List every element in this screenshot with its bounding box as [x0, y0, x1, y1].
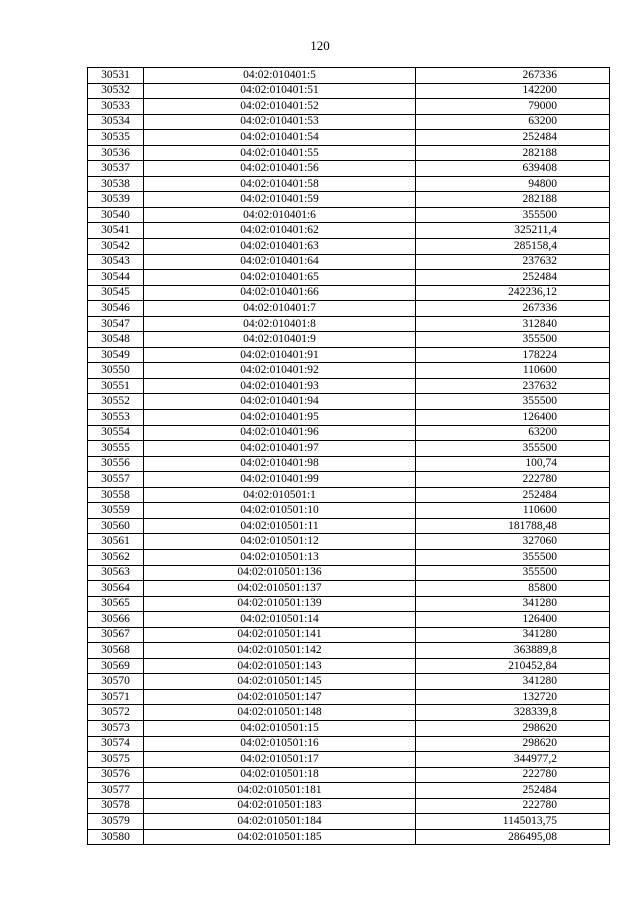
row-number-cell: 30554: [88, 425, 144, 441]
cadastral-number-cell: 04:02:010401:8: [144, 316, 416, 332]
row-number-cell: 30545: [88, 285, 144, 301]
table-row: [88, 114, 610, 130]
cadastral-value-cell: 363889,8: [416, 643, 610, 659]
cadastral-number-cell: 04:02:010401:59: [144, 192, 416, 208]
row-number-cell: 30540: [88, 207, 144, 223]
cadastral-value-cell: 355500: [416, 565, 610, 581]
cadastral-number-cell: 04:02:010501:17: [144, 752, 416, 768]
table-row: [88, 705, 610, 721]
cadastral-number-cell: 04:02:010501:12: [144, 534, 416, 550]
cadastral-number-cell: 04:02:010401:5: [144, 68, 416, 84]
row-number-cell: 30538: [88, 176, 144, 192]
cadastral-number-cell: 04:02:010501:1: [144, 487, 416, 503]
row-number-cell: 30552: [88, 394, 144, 410]
cadastral-value-cell: 285158,4: [416, 239, 610, 255]
row-number-cell: 30537: [88, 161, 144, 177]
row-number-cell: 30577: [88, 783, 144, 799]
cadastral-value-cell: 286495,08: [416, 829, 610, 845]
table-row: [88, 627, 610, 643]
cadastral-number-cell: 04:02:010401:93: [144, 378, 416, 394]
table-row: [88, 829, 610, 845]
table-row: [88, 192, 610, 208]
row-number-cell: 30568: [88, 643, 144, 659]
cadastral-value-cell: 252484: [416, 783, 610, 799]
cadastral-number-cell: 04:02:010501:15: [144, 720, 416, 736]
cadastral-value-cell: 178224: [416, 347, 610, 363]
row-number-cell: 30571: [88, 689, 144, 705]
cadastral-number-cell: 04:02:010401:96: [144, 425, 416, 441]
table-row: [88, 549, 610, 565]
cadastral-number-cell: 04:02:010401:55: [144, 145, 416, 161]
table-row: [88, 689, 610, 705]
row-number-cell: 30564: [88, 581, 144, 597]
table-row: [88, 720, 610, 736]
row-number-cell: 30573: [88, 720, 144, 736]
cadastral-number-cell: 04:02:010501:141: [144, 627, 416, 643]
cadastral-number-cell: 04:02:010401:92: [144, 363, 416, 379]
cadastral-value-cell: 252484: [416, 487, 610, 503]
table-row: [88, 378, 610, 394]
row-number-cell: 30561: [88, 534, 144, 550]
table-row: [88, 363, 610, 379]
cadastral-value-cell: 298620: [416, 720, 610, 736]
cadastral-value-cell: 355500: [416, 394, 610, 410]
cadastral-value-cell: 85800: [416, 581, 610, 597]
row-number-cell: 30550: [88, 363, 144, 379]
row-number-cell: 30572: [88, 705, 144, 721]
table-row: [88, 207, 610, 223]
cadastral-number-cell: 04:02:010501:16: [144, 736, 416, 752]
table-row: [88, 456, 610, 472]
cadastral-number-cell: 04:02:010401:66: [144, 285, 416, 301]
row-number-cell: 30543: [88, 254, 144, 270]
cadastral-number-cell: 04:02:010501:183: [144, 798, 416, 814]
table-row: [88, 752, 610, 768]
cadastral-number-cell: 04:02:010401:94: [144, 394, 416, 410]
row-number-cell: 30560: [88, 518, 144, 534]
cadastral-value-cell: 126400: [416, 410, 610, 426]
table-row: [88, 270, 610, 286]
cadastral-number-cell: 04:02:010401:98: [144, 456, 416, 472]
table-row: [88, 425, 610, 441]
table-row: [88, 332, 610, 348]
cadastral-number-cell: 04:02:010501:148: [144, 705, 416, 721]
table-row: [88, 316, 610, 332]
cadastral-value-cell: 110600: [416, 363, 610, 379]
cadastral-value-cell: 325211,4: [416, 223, 610, 239]
cadastral-number-cell: 04:02:010401:51: [144, 83, 416, 99]
cadastral-value-cell: 222780: [416, 767, 610, 783]
row-number-cell: 30553: [88, 410, 144, 426]
cadastral-value-cell: 312840: [416, 316, 610, 332]
table-row: [88, 814, 610, 830]
cadastral-value-cell: 282188: [416, 145, 610, 161]
row-number-cell: 30569: [88, 658, 144, 674]
table-row: [88, 68, 610, 84]
row-number-cell: 30536: [88, 145, 144, 161]
cadastral-number-cell: 04:02:010501:137: [144, 581, 416, 597]
cadastral-value-cell: 341280: [416, 627, 610, 643]
row-number-cell: 30547: [88, 316, 144, 332]
cadastral-value-cell: 282188: [416, 192, 610, 208]
cadastral-value-cell: 63200: [416, 114, 610, 130]
table-body: [88, 68, 610, 845]
row-number-cell: 30541: [88, 223, 144, 239]
row-number-cell: 30533: [88, 99, 144, 115]
cadastral-number-cell: 04:02:010401:97: [144, 441, 416, 457]
table-row: [88, 145, 610, 161]
table-row: [88, 783, 610, 799]
table-row: [88, 99, 610, 115]
cadastral-value-cell: 142200: [416, 83, 610, 99]
cadastral-number-cell: 04:02:010401:6: [144, 207, 416, 223]
table-row: [88, 798, 610, 814]
table-row: [88, 223, 610, 239]
cadastral-number-cell: 04:02:010501:147: [144, 689, 416, 705]
row-number-cell: 30556: [88, 456, 144, 472]
cadastral-value-cell: 252484: [416, 130, 610, 146]
cadastral-value-cell: 181788,48: [416, 518, 610, 534]
cadastral-number-cell: 04:02:010401:99: [144, 472, 416, 488]
table-row: [88, 83, 610, 99]
row-number-cell: 30534: [88, 114, 144, 130]
table-row: [88, 581, 610, 597]
cadastral-number-cell: 04:02:010501:184: [144, 814, 416, 830]
table-row: [88, 239, 610, 255]
cadastral-value-cell: 355500: [416, 332, 610, 348]
row-number-cell: 30549: [88, 347, 144, 363]
table-row: [88, 767, 610, 783]
cadastral-value-cell: 1145013,75: [416, 814, 610, 830]
cadastral-value-cell: 210452,84: [416, 658, 610, 674]
row-number-cell: 30558: [88, 487, 144, 503]
cadastral-value-cell: 63200: [416, 425, 610, 441]
row-number-cell: 30570: [88, 674, 144, 690]
cadastral-number-cell: 04:02:010401:53: [144, 114, 416, 130]
row-number-cell: 30532: [88, 83, 144, 99]
cadastral-value-cell: 341280: [416, 596, 610, 612]
table-row: [88, 410, 610, 426]
cadastral-number-cell: 04:02:010501:142: [144, 643, 416, 659]
row-number-cell: 30579: [88, 814, 144, 830]
row-number-cell: 30559: [88, 503, 144, 519]
cadastral-value-cell: 355500: [416, 207, 610, 223]
cadastral-value-cell: 252484: [416, 270, 610, 286]
row-number-cell: 30567: [88, 627, 144, 643]
table-row: [88, 503, 610, 519]
row-number-cell: 30539: [88, 192, 144, 208]
table-row: [88, 596, 610, 612]
cadastral-number-cell: 04:02:010501:18: [144, 767, 416, 783]
table-row: [88, 612, 610, 628]
table-row: [88, 534, 610, 550]
row-number-cell: 30546: [88, 301, 144, 317]
table-row: [88, 441, 610, 457]
table-row: [88, 658, 610, 674]
cadastral-value-cell: 242236,12: [416, 285, 610, 301]
row-number-cell: 30580: [88, 829, 144, 845]
row-number-cell: 30551: [88, 378, 144, 394]
cadastral-value-cell: 100,74: [416, 456, 610, 472]
cadastral-value-cell: 267336: [416, 301, 610, 317]
row-number-cell: 30576: [88, 767, 144, 783]
cadastral-value-cell: 222780: [416, 472, 610, 488]
table-row: [88, 301, 610, 317]
table-row: [88, 472, 610, 488]
row-number-cell: 30562: [88, 549, 144, 565]
table-row: [88, 254, 610, 270]
table-row: [88, 161, 610, 177]
cadastral-number-cell: 04:02:010401:58: [144, 176, 416, 192]
cadastral-number-cell: 04:02:010501:136: [144, 565, 416, 581]
table-row: [88, 285, 610, 301]
row-number-cell: 30565: [88, 596, 144, 612]
table-row: [88, 394, 610, 410]
cadastral-number-cell: 04:02:010501:145: [144, 674, 416, 690]
page-number: 120: [310, 38, 330, 53]
cadastral-number-cell: 04:02:010501:10: [144, 503, 416, 519]
cadastral-value-cell: 328339,8: [416, 705, 610, 721]
cadastral-value-cell: 298620: [416, 736, 610, 752]
cadastral-value-cell: 132720: [416, 689, 610, 705]
cadastral-value-cell: 110600: [416, 503, 610, 519]
cadastral-number-cell: 04:02:010401:63: [144, 239, 416, 255]
row-number-cell: 30563: [88, 565, 144, 581]
row-number-cell: 30555: [88, 441, 144, 457]
cadastral-number-cell: 04:02:010401:9: [144, 332, 416, 348]
cadastral-value-cell: 355500: [416, 441, 610, 457]
cadastral-number-cell: 04:02:010501:181: [144, 783, 416, 799]
cadastral-number-cell: 04:02:010501:11: [144, 518, 416, 534]
cadastral-value-cell: 237632: [416, 254, 610, 270]
cadastral-number-cell: 04:02:010401:62: [144, 223, 416, 239]
table-row: [88, 347, 610, 363]
cadastral-value-cell: 355500: [416, 549, 610, 565]
cadastral-number-cell: 04:02:010501:14: [144, 612, 416, 628]
cadastral-number-cell: 04:02:010401:52: [144, 99, 416, 115]
cadastral-value-cell: 222780: [416, 798, 610, 814]
cadastral-number-cell: 04:02:010401:54: [144, 130, 416, 146]
row-number-cell: 30575: [88, 752, 144, 768]
cadastral-number-cell: 04:02:010401:7: [144, 301, 416, 317]
row-number-cell: 30557: [88, 472, 144, 488]
table-row: [88, 176, 610, 192]
table-row: [88, 736, 610, 752]
table-row: [88, 487, 610, 503]
table-row: [88, 518, 610, 534]
table-row: [88, 565, 610, 581]
cadastral-number-cell: 04:02:010501:139: [144, 596, 416, 612]
table-row: [88, 643, 610, 659]
cadastral-value-cell: 341280: [416, 674, 610, 690]
cadastral-number-cell: 04:02:010401:56: [144, 161, 416, 177]
cadastral-value-cell: 267336: [416, 68, 610, 84]
table-row: [88, 674, 610, 690]
cadastral-value-cell: 126400: [416, 612, 610, 628]
cadastral-value-cell: 344977,2: [416, 752, 610, 768]
row-number-cell: 30574: [88, 736, 144, 752]
cadastral-number-cell: 04:02:010501:143: [144, 658, 416, 674]
cadastral-number-cell: 04:02:010401:91: [144, 347, 416, 363]
cadastral-value-cell: 79000: [416, 99, 610, 115]
row-number-cell: 30535: [88, 130, 144, 146]
cadastral-number-cell: 04:02:010501:185: [144, 829, 416, 845]
table-row: [88, 130, 610, 146]
cadastral-value-cell: 639408: [416, 161, 610, 177]
cadastral-value-cell: 94800: [416, 176, 610, 192]
row-number-cell: 30566: [88, 612, 144, 628]
row-number-cell: 30578: [88, 798, 144, 814]
cadastral-value-cell: 237632: [416, 378, 610, 394]
row-number-cell: 30548: [88, 332, 144, 348]
row-number-cell: 30542: [88, 239, 144, 255]
cadastral-number-cell: 04:02:010401:64: [144, 254, 416, 270]
cadastral-number-cell: 04:02:010401:95: [144, 410, 416, 426]
cadastral-number-cell: 04:02:010401:65: [144, 270, 416, 286]
cadastral-value-table: [87, 67, 610, 845]
row-number-cell: 30531: [88, 68, 144, 84]
cadastral-number-cell: 04:02:010501:13: [144, 549, 416, 565]
cadastral-value-cell: 327060: [416, 534, 610, 550]
row-number-cell: 30544: [88, 270, 144, 286]
